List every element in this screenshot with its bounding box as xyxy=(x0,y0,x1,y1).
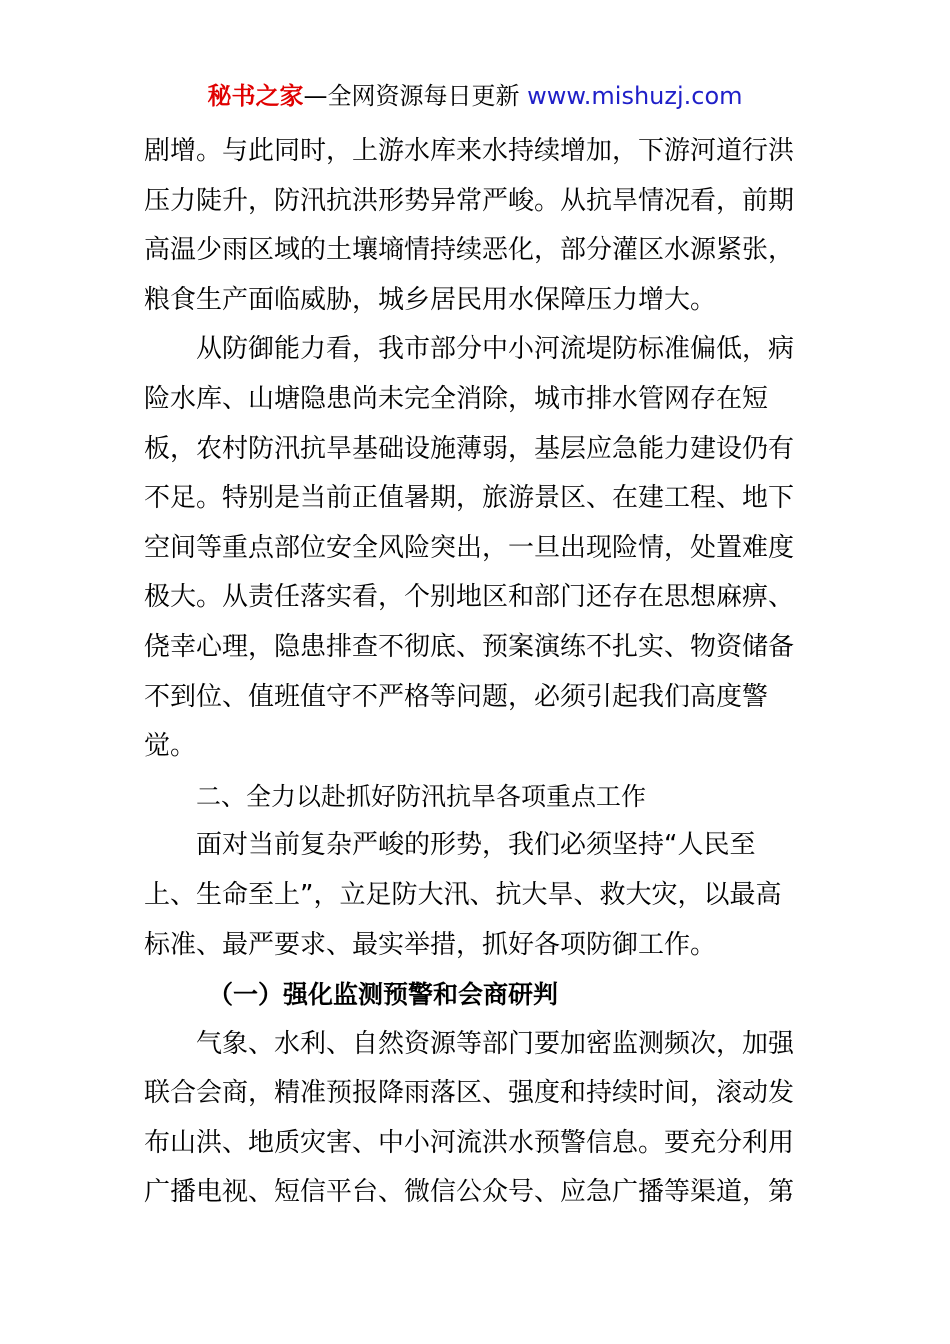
text-line: 广播电视、短信平台、微信公众号、应急广播等渠道，第 xyxy=(144,1177,795,1208)
text-line: 上、生命至上”，立足防大汛、抗大旱、救大灾，以最高 xyxy=(144,879,782,910)
text-line: 觉。 xyxy=(144,731,197,762)
subsection-heading: （一）强化监测预警和会商研判 xyxy=(208,980,559,1010)
page-header xyxy=(0,80,950,112)
text-line: 粮食生产面临威胁，城乡居民用水保障压力增大。 xyxy=(144,284,717,315)
text-line: 空间等重点部位安全风险突出，一旦出现险情，处置难度 xyxy=(144,532,795,563)
text-line: 险水库、山塘隐患尚未完全消除，城市排水管网存在短 xyxy=(144,383,769,414)
text-line: 板，农村防汛抗旱基础设施薄弱，基层应急能力建设仍有 xyxy=(144,433,795,464)
text-line: 不到位、值班值守不严格等问题，必须引起我们高度警 xyxy=(144,681,769,712)
text-line: 极大。从责任落实看，个别地区和部门还存在思想麻痹、 xyxy=(144,582,795,613)
text-line: 高温少雨区域的土壤墒情持续恶化，部分灌区水源紧张， xyxy=(144,235,795,266)
document-body xyxy=(144,127,808,1218)
text-line: 剧增。与此同时，上游水库来水持续增加，下游河道行洪 xyxy=(144,136,795,166)
text-line: 侥幸心理，隐患排查不彻底、预案演练不扎实、物资储备 xyxy=(144,631,795,662)
site-url[interactable]: www.mishuzj.com xyxy=(527,82,743,110)
section-heading: 二、全力以赴抓好防汛抗旱各项重点工作 xyxy=(196,781,647,811)
paragraph-start: 面对当前复杂严峻的形势，我们必须坚持“人民至 xyxy=(196,830,756,861)
site-brand: 秘书之家 xyxy=(207,82,304,110)
site-slogan: —全网资源每日更新 xyxy=(303,82,528,110)
text-line: 标准、最严要求、最实举措，抓好各项防御工作。 xyxy=(144,929,717,960)
paragraph-start: 从防御能力看，我市部分中小河流堤防标准偏低，病 xyxy=(196,334,795,365)
text-line: 联合会商，精准预报降雨落区、强度和持续时间，滚动发 xyxy=(144,1078,795,1109)
text-line: 压力陡升，防汛抗洪形势异常严峻。从抗旱情况看，前期 xyxy=(144,185,795,216)
text-line: 布山洪、地质灾害、中小河流洪水预警信息。要充分利用 xyxy=(144,1127,795,1158)
paragraph-start: 气象、水利、自然资源等部门要加密监测频次，加强 xyxy=(196,1028,795,1059)
text-line: 不足。特别是当前正值暑期，旅游景区、在建工程、地下 xyxy=(144,483,795,514)
